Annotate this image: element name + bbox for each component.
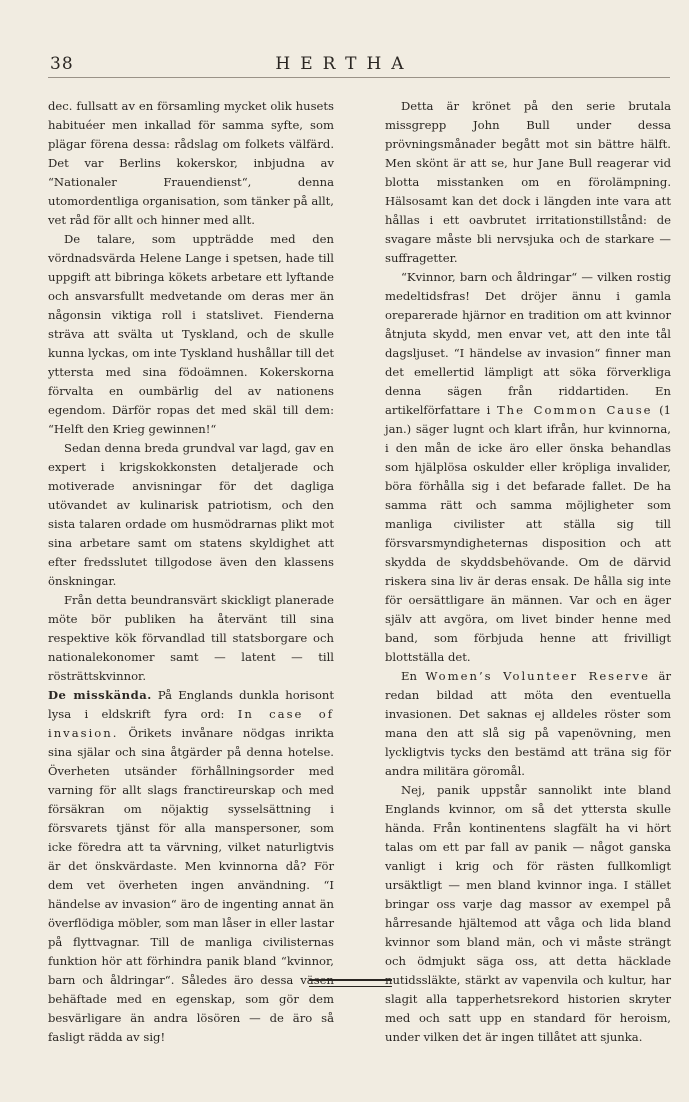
page-number: 38: [50, 54, 74, 74]
paragraph-text: “Kvinnor, barn och åldringar“ — vilken rostig medeltidsfras! Det dröjer ännu i gamla oreparerade hjärnor en tradition om att kvinnor åtnjuta skydd, men envar vet, att den inte tål dagsljuset. “I händelse av invasion“ finner man det emellertid lämpligt att söka förverkliga denna sägen från riddartiden. En artikelförfattare i: [385, 270, 671, 417]
header-rule: [48, 77, 670, 78]
end-ornament: [309, 979, 392, 987]
paragraph-text: (1 jan.) säger lugnt och klart ifrån, hur kvinnorna, i den mån de icke äro eller önska behandlas som hjälplösa oskulder eller kröpliga invalider, böra förhålla sig i det befarade fallet. De ha samma rätt och samma möjligheter som manliga civilister att ställa sig till försvarsmyndigheternas disposition och att skydda de skyddsbehövande. Om de därvid riskera sina liv är deras ensak. De hålla sig inte för oersättligare än männen. Var och en äger själv att avgöra, om livet binder henne med band, som förbjuda henne att frivilligt blottställa det.: [385, 403, 671, 664]
paragraph: dec. fullsatt av en församling mycket olik husets habituéer men inkallad för samma syfte, som plägar förena dessa: rådslag om folkets välfärd. Det var Berlins kokerskor, inbjudna av “Nationaler Frauendienst“, denna utomordentliga organisation, som tänker på allt, vet råd för allt och hinner med allt.: [48, 99, 334, 227]
section-heading: De misskända.: [48, 688, 152, 702]
emphasized-phrase: In case of invasion.: [48, 707, 334, 740]
paragraph: [385, 268, 671, 667]
paragraph: Sedan denna breda grundval var lagd, gav en expert i krigskokkonsten detaljerade och motiverade anvisningar för det dagliga utövandet av kulinarisk patriotism, och den sista talaren ordade om husmödrarnas plikt mot sina arbetare samt om statens skyldighet att efter fredsslutet tillgodose även den klassens önskningar.: [48, 441, 334, 588]
paragraph: Detta är krönet på den serie brutala missgrepp John Bull under dessa prövningsmånader begått mot sin bättre hälft. Men skönt är att se, hur Jane Bull reagerar vid blotta misstanken om en förolämpning. Hälsosamt kan det dock i längden inte vara att hållas i ett oavbrutet irritationstillstånd: de svagare måste bli nervsjuka och de starkare — suffragetter.: [385, 99, 671, 265]
paragraph-text: är redan bildad att möta den eventuella invasionen. Det saknas ej alldeles röster som mana den att slå sig på vapenövning, men lyckligtvis tycks den bestämd att träna sig för andra militära göromål.: [385, 669, 671, 778]
paragraph: De talare, som uppträdde med den vördnadsvärda Helene Lange i spetsen, hade till uppgift att bibringa kökets arbetare ett lyftande och ansvarsfullt medvetande om deras mer än någonsin viktiga roll i statslivet. Fienderna sträva att svälta ut Tyskland, och de skulle kunna lyckas, om inte Tyskland hushållar till det yttersta med sina födoämnen. Kokerskorna förvalta en oumbärlig del av nationens egendom. Därför ropas det med skäl till dem: “Helft den Krieg gewinnen!“: [48, 232, 334, 436]
paragraph: [385, 667, 671, 781]
left-column: [48, 97, 334, 1047]
paragraph: Från detta beundransvärt skickligt planerade möte bör publiken ha återvänt till sina respektive kök förvandlad till statsborgare och nationalekonomer samt — latent — till rösträttskvinnor.: [48, 593, 334, 683]
running-title: HERTHA: [275, 54, 414, 74]
paragraph: Nej, panik uppstår sannolikt inte bland Englands kvinnor, om så det yttersta skulle hända. Från kontinentens slagfält ha vi hört talas om ett par fall av panik — något ganska vanligt i krig och för rästen fullkomligt ursäktligt — men bland kvinnor inga. I stället bringar oss varje dag massor av exempel på hårresande hjältemod att våga och lida bland kvinnor som bland män, och vi måste strängt och ödmjukt säga oss, att detta häcklade nutidssläkte, stärkt av vapenvila och kultur, har slagit alla tapperhetsrekord historien skryter med och satt upp en standard för heroism, under vilken det är ingen tillåtet att sjunka.: [385, 783, 671, 1044]
right-column: [385, 97, 671, 1047]
publication-name: The Common Cause: [496, 403, 653, 417]
paragraph-text: En: [401, 669, 426, 683]
paragraph-text: På Englands dunkla horisont lysa i eldskrift fyra ord:: [48, 688, 334, 721]
organization-name: Women’s Volunteer Reserve: [425, 669, 650, 683]
section-paragraph: [48, 686, 334, 1047]
paragraph-text: Örikets invånare nödgas inrikta sina själar och sina åtgärder på denna hotelse. Överheten utsänder förhållningsorder med varning för allt slags franctireurskap och med försäkran om nöjaktig sysselsättning i försvarets tjänst för alla manspersoner, som icke föredra att ta värvning, vilket naturligtvis är det önskvärdaste. Men kvinnorna då? För dem vet överheten ingen användning. “I händelse av invasion“ äro de ingenting annat än överflödiga möbler, som man låser in eller lastar på flyttvagnar. Till de manliga civilisternas funktion hör att förhindra panik bland “kvinnor, barn och åldringar“. Således äro dessa väsen behäftade med en egenskap, som gör dem besvärligare än andra lösören — de äro så fasligt rädda av sig!: [48, 726, 334, 1044]
